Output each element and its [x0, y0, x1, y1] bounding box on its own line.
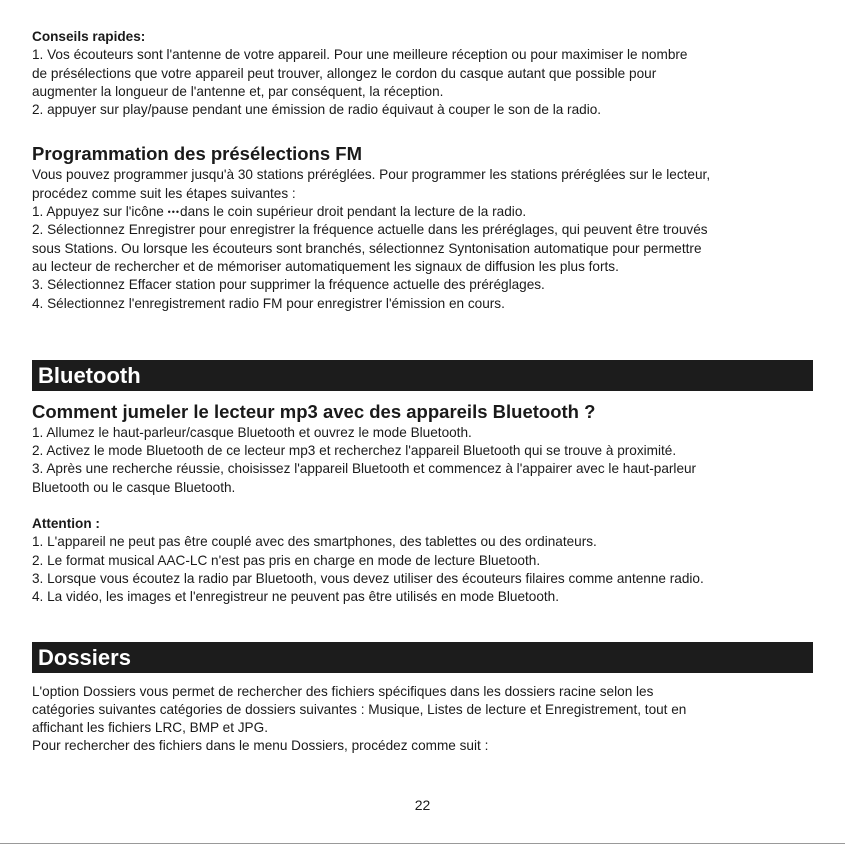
bluetooth-section-title: Bluetooth [32, 360, 813, 391]
attention-line: 4. La vidéo, les images et l'enregistreur ne peuvent pas être utilisés en mode Bluetooth. [32, 589, 560, 605]
fm-line: Vous pouvez programmer jusqu'à 30 stations préréglées. Pour programmer les stations préréglées sur le lecteur, [32, 167, 711, 183]
tips-line: 2. appuyer sur play/pause pendant une émission de radio équivaut à couper le son de la radio. [32, 102, 602, 118]
folders-line: affichant les fichiers LRC, BMP et JPG. [32, 720, 268, 736]
folders-line: L'option Dossiers vous permet de rechercher des fichiers spécifiques dans les dossiers racine selon les [32, 683, 654, 699]
attention-line: 1. L'appareil ne peut pas être couplé avec des smartphones, des tablettes ou des ordinateurs. [32, 534, 597, 550]
tips-line: de présélections que votre appareil peut trouver, allongez le cordon du casque autant que possible pour [32, 65, 657, 81]
tips-heading: Conseils rapides: [32, 29, 146, 44]
tips-line: augmenter la longueur de l'antenne et, par conséquent, la réception. [32, 83, 444, 99]
attention-line: 3. Lorsque vous écoutez la radio par Bluetooth, vous devez utiliser des écouteurs filaires comme antenne radio. [32, 570, 704, 586]
fm-heading: Programmation des présélections FM [32, 143, 363, 165]
fm-icon-line [32, 203, 812, 221]
folders-line: Pour rechercher des fichiers dans le menu Dossiers, procédez comme suit : [32, 738, 489, 754]
attention-heading: Attention : [32, 516, 100, 532]
folders-line: catégories suivantes catégories de dossiers suivantes : Musique, Listes de lecture et Enregistrement, tout en [32, 701, 687, 717]
manual-page [32, 28, 812, 756]
bluetooth-section [32, 360, 812, 607]
fm-section [32, 142, 812, 312]
attention-line: 2. Le format musical AAC-LC n'est pas pris en charge en mode de lecture Bluetooth. [32, 552, 541, 568]
bluetooth-line: 3. Après une recherche réussie, choisissez l'appareil Bluetooth et commencez à l'appairer avec le haut-parleur [32, 461, 697, 477]
bluetooth-line: 2. Activez le mode Bluetooth de ce lecteur mp3 et recherchez l'appareil Bluetooth qui se trouve à proximité. [32, 443, 677, 459]
fm-line: sous Stations. Ou lorsque les écouteurs sont branchés, sélectionnez Syntonisation automatique pour permettre [32, 240, 702, 256]
fm-line: procédez comme suit les étapes suivantes : [32, 185, 296, 201]
folders-section-title: Dossiers [32, 642, 813, 673]
fm-line: 4. Sélectionnez l'enregistrement radio FM pour enregistrer l'émission en cours. [32, 295, 505, 311]
page-number: 22 [414, 797, 431, 813]
bluetooth-line: 1. Allumez le haut-parleur/casque Bluetooth et ouvrez le mode Bluetooth. [32, 424, 472, 440]
fm-line: 2. Sélectionnez Enregistrer pour enregistrer la fréquence actuelle dans les préréglages, qui peuvent être trouvés [32, 222, 708, 238]
tips-line: 1. Vos écouteurs sont l'antenne de votre appareil. Pour une meilleure réception ou pour maximiser le nombre [32, 47, 688, 63]
fm-line: au lecteur de rechercher et de mémoriser automatiquement les signaux de diffusion les plus forts. [32, 258, 619, 274]
fm-icon-line-suffix: dans le coin supérieur droit pendant la lecture de la radio. [180, 204, 527, 220]
more-options-icon: ••• [167, 207, 181, 218]
bluetooth-line: Bluetooth ou le casque Bluetooth. [32, 479, 236, 495]
bluetooth-heading: Comment jumeler le lecteur mp3 avec des appareils Bluetooth ? [32, 400, 596, 422]
fm-icon-line-prefix: 1. Appuyez sur l'icône [32, 204, 168, 220]
folders-section [32, 642, 812, 756]
tips-section [32, 28, 812, 119]
bottom-divider [0, 843, 845, 844]
fm-line: 3. Sélectionnez Effacer station pour supprimer la fréquence actuelle des préréglages. [32, 277, 545, 293]
